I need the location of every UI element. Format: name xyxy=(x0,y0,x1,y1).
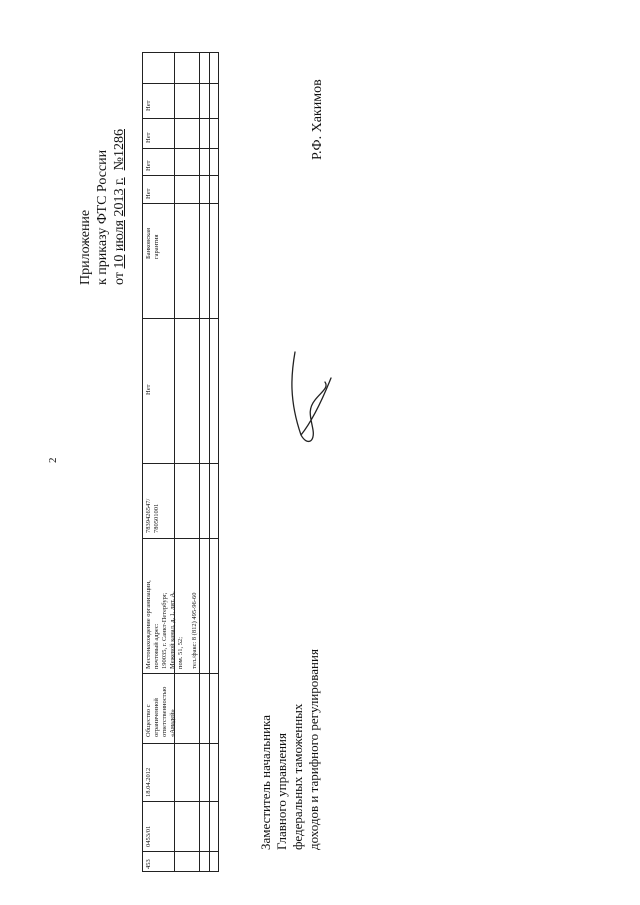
cell-note: Нет xyxy=(145,384,152,395)
kpp-line: 780501001 xyxy=(153,503,160,533)
cell-flag-4: Нет xyxy=(145,100,152,111)
inn-line: 7839426547/ xyxy=(145,498,152,533)
date-month: июля xyxy=(112,220,127,252)
org-line: ответственностью xyxy=(161,686,168,737)
address-line: Местонахождение организации, xyxy=(145,580,152,669)
title-line: Заместитель начальника xyxy=(258,715,273,850)
signer-name: Р.Ф. Хакимов xyxy=(310,79,325,160)
registry-table xyxy=(142,52,219,872)
guarantee-line: Банковская xyxy=(145,227,152,259)
guarantee-line: гарантия xyxy=(153,234,160,259)
date-year: 2013 xyxy=(112,188,127,217)
handwritten-signature xyxy=(285,350,335,455)
cell-flag-3: Нет xyxy=(145,132,152,143)
org-line: Общество с xyxy=(145,704,152,737)
signature-title xyxy=(258,649,322,850)
address-line: 190035, г. Санкт-Петербург, xyxy=(161,592,168,669)
org-line: «Амадей» xyxy=(169,709,176,737)
appendix-date-line xyxy=(111,129,128,285)
title-line: доходов и тарифного регулирования xyxy=(306,649,321,850)
org-line: ограниченной xyxy=(153,698,160,737)
address-line: пом. 51, 52; xyxy=(177,636,184,669)
title-line: федеральных таможенных xyxy=(290,703,305,850)
cell-address xyxy=(145,580,193,669)
appendix-header xyxy=(77,129,128,285)
cell-flag-2: Нет xyxy=(145,160,152,171)
date-day: 10 xyxy=(112,254,127,269)
order-number: №1286 xyxy=(112,129,127,171)
title-line: Главного управления xyxy=(274,733,289,850)
cell-inn-kpp xyxy=(145,499,161,533)
date-prefix: от xyxy=(112,272,127,285)
address-line: Межевой канал, д. 1, лит. А, xyxy=(169,591,176,669)
cell-guarantee xyxy=(145,228,161,259)
cell-date: 18.04.2012 xyxy=(145,767,152,797)
cell-flag-1: Нет xyxy=(145,188,152,199)
cell-registry-number: 0453/01 xyxy=(145,825,152,847)
appendix-line-2: к приказу ФТС России xyxy=(95,149,110,285)
cell-organization xyxy=(145,687,177,737)
cell-phone: тел./факс: 8 (812) 495-96-60 xyxy=(191,592,198,669)
cell-index: 453 xyxy=(145,859,152,869)
date-year-suffix: г. xyxy=(112,177,127,186)
appendix-line-1: Приложение xyxy=(78,209,93,285)
page-number: 2 xyxy=(47,457,59,463)
address-line: почтовый адрес: xyxy=(153,623,160,669)
